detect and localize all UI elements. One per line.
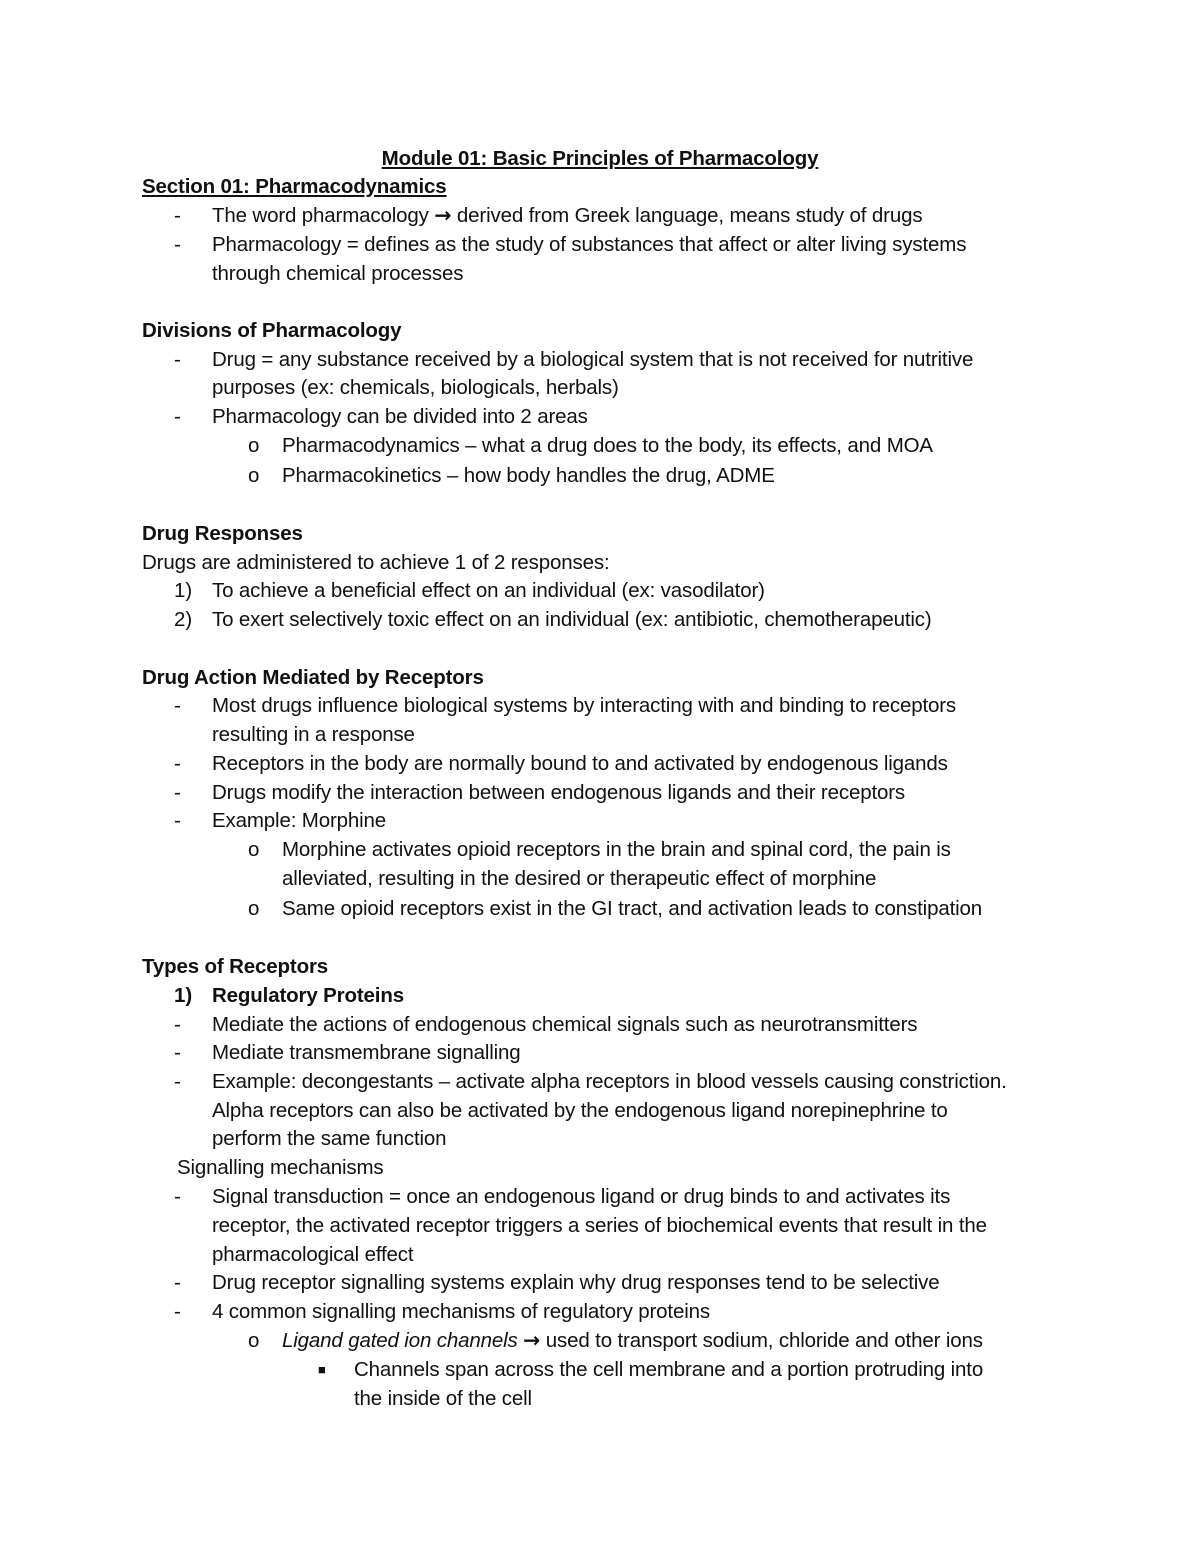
list-item-continuation: through chemical processes — [212, 262, 464, 285]
bullet-dash: - — [174, 1041, 181, 1064]
list-item: Drug = any substance received by a biological system that is not received for nutritive — [212, 348, 974, 371]
list-number: 1) — [174, 579, 193, 602]
page-title: Module 01: Basic Principles of Pharmacology — [381, 147, 819, 170]
bullet-dash: - — [174, 1185, 181, 1208]
subsection-heading: Regulatory Proteins — [212, 984, 404, 1007]
section-heading: Drug Action Mediated by Receptors — [142, 666, 484, 689]
sub-list-item: Morphine activates opioid receptors in the brain and spinal cord, the pain is — [282, 838, 951, 861]
list-item: Drug receptor signalling systems explain why drug responses tend to be selective — [212, 1271, 940, 1294]
bullet-dash: - — [174, 694, 181, 717]
list-item-continuation: receptor, the activated receptor triggers a series of biochemical events that result in the — [212, 1214, 987, 1237]
list-item-continuation: perform the same function — [212, 1127, 447, 1150]
bullet-dash: - — [174, 405, 181, 428]
sub-list-item: Pharmacodynamics – what a drug does to the body, its effects, and MOA — [282, 434, 933, 457]
list-number: 1) — [174, 984, 193, 1007]
sub-sub-list-item: Channels span across the cell membrane and a portion protruding into — [354, 1358, 984, 1381]
list-item-continuation: purposes (ex: chemicals, biologicals, herbals) — [212, 376, 619, 399]
list-item: Receptors in the body are normally bound to and activated by endogenous ligands — [212, 752, 948, 775]
sub-list-item-continuation: alleviated, resulting in the desired or therapeutic effect of morphine — [282, 867, 877, 890]
bullet-dash: - — [174, 1070, 181, 1093]
section-heading: Divisions of Pharmacology — [142, 319, 402, 342]
list-item-continuation: Alpha receptors can also be activated by the endogenous ligand norepinephrine to — [212, 1099, 948, 1122]
arrow-right-icon: → — [434, 203, 452, 227]
bullet-dash: - — [174, 1300, 181, 1323]
list-item-continuation: resulting in a response — [212, 723, 415, 746]
text-run: Ligand gated ion channels — [282, 1329, 518, 1352]
sub-list-item — [282, 1326, 983, 1355]
list-item: Signal transduction = once an endogenous ligand or drug binds to and activates its — [212, 1185, 951, 1208]
list-number: 2) — [174, 608, 193, 631]
section-heading: Types of Receptors — [142, 955, 329, 978]
bullet-dash: - — [174, 233, 181, 256]
paragraph: Drugs are administered to achieve 1 of 2 responses: — [142, 551, 610, 574]
list-item-continuation: pharmacological effect — [212, 1243, 414, 1266]
bullet-dash: - — [174, 1271, 181, 1294]
list-item: Example: Morphine — [212, 809, 387, 832]
list-item: Drugs modify the interaction between endogenous ligands and their receptors — [212, 781, 906, 804]
bullet-dash: - — [174, 809, 181, 832]
bullet-dash: - — [174, 781, 181, 804]
list-item — [212, 201, 922, 230]
bullet-dash: - — [174, 1013, 181, 1036]
list-item: Mediate the actions of endogenous chemical signals such as neurotransmitters — [212, 1013, 918, 1036]
bullet-circle: o — [248, 434, 260, 457]
bullet-circle: o — [248, 897, 260, 920]
list-item: Pharmacology = defines as the study of substances that affect or alter living systems — [212, 233, 967, 256]
section-heading: Drug Responses — [142, 522, 303, 545]
sub-list-item: Same opioid receptors exist in the GI tract, and activation leads to constipation — [282, 897, 983, 920]
list-item: 4 common signalling mechanisms of regulatory proteins — [212, 1300, 710, 1323]
bullet-circle: o — [248, 1329, 260, 1352]
bullet-dash: - — [174, 752, 181, 775]
bullet-dash: - — [174, 204, 181, 227]
sub-sub-list-item-continuation: the inside of the cell — [354, 1387, 532, 1410]
arrow-right-icon: → — [523, 1328, 541, 1352]
list-item: Example: decongestants – activate alpha receptors in blood vessels causing constriction. — [212, 1070, 1007, 1093]
text-run: used to transport sodium, chloride and other ions — [540, 1329, 983, 1352]
bullet-dash: - — [174, 348, 181, 371]
bullet-circle: o — [248, 464, 260, 487]
list-item: Most drugs influence biological systems by interacting with and binding to receptors — [212, 694, 957, 717]
list-item: Mediate transmembrane signalling — [212, 1041, 521, 1064]
numbered-item: To achieve a beneficial effect on an individual (ex: vasodilator) — [212, 579, 765, 602]
numbered-item: To exert selectively toxic effect on an individual (ex: antibiotic, chemotherapeutic) — [212, 608, 932, 631]
list-item: Pharmacology can be divided into 2 areas — [212, 405, 588, 428]
bullet-circle: o — [248, 838, 260, 861]
sub-list-item: Pharmacokinetics – how body handles the drug, ADME — [282, 464, 775, 487]
text-run: derived from Greek language, means study of drugs — [451, 204, 923, 227]
text-run: The word pharmacology — [212, 204, 435, 227]
section-heading: Section 01: Pharmacodynamics — [142, 175, 447, 198]
paragraph-heading: Signalling mechanisms — [177, 1156, 384, 1179]
bullet-square-icon: ■ — [318, 1362, 326, 1377]
